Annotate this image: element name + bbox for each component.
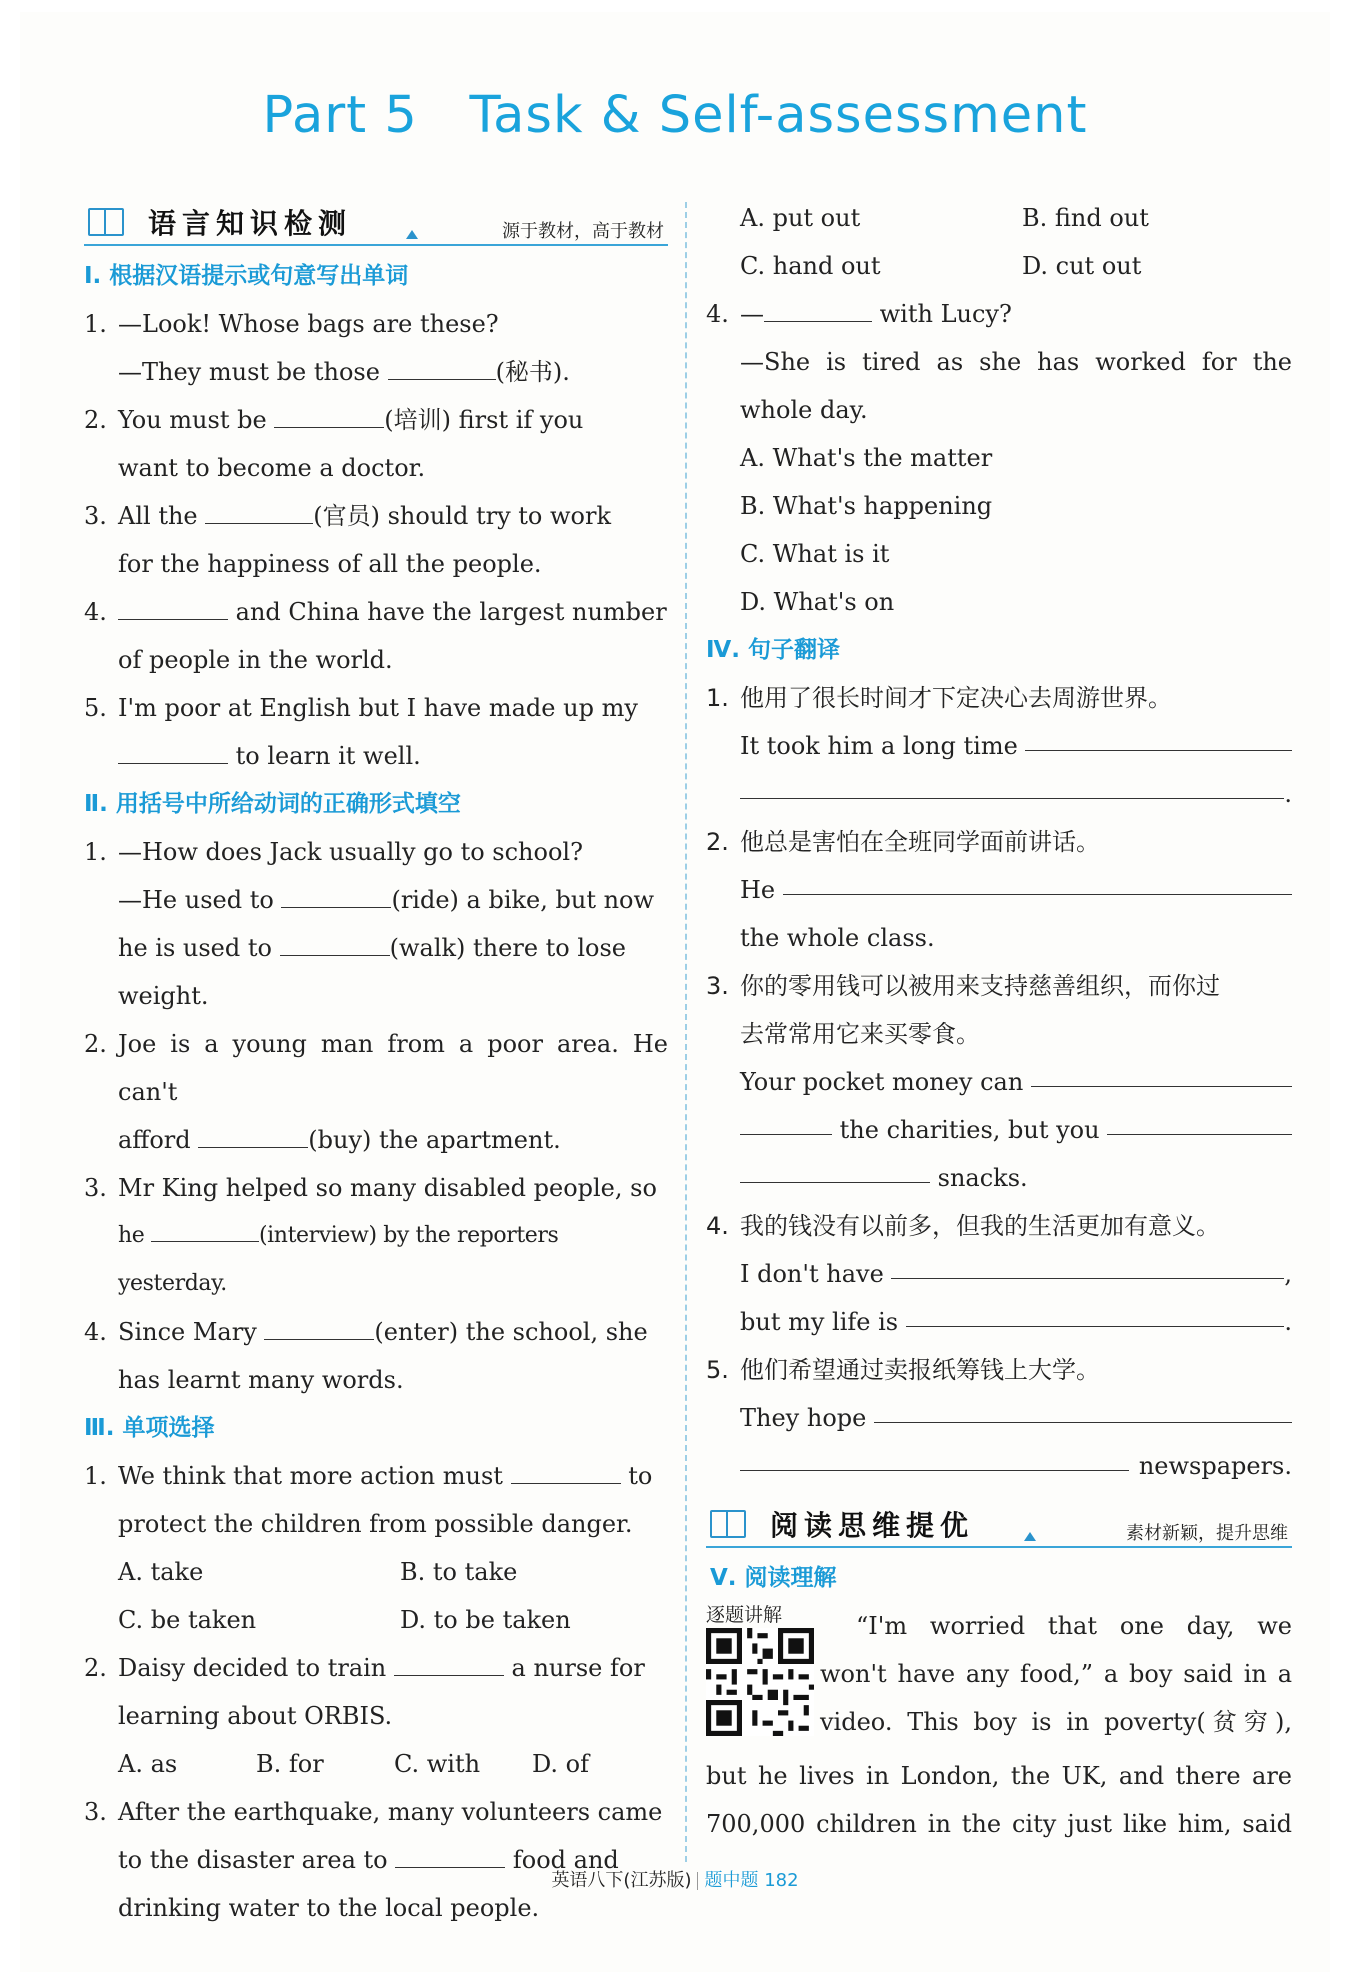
left-column bbox=[84, 194, 668, 1932]
question-line: protect the children from possible danger. bbox=[118, 1510, 633, 1538]
options bbox=[84, 1740, 668, 1788]
question-line: the whole class. bbox=[740, 924, 935, 952]
answer-blank[interactable] bbox=[388, 359, 496, 380]
answer-blank[interactable] bbox=[281, 887, 391, 908]
section-header-reading bbox=[706, 1496, 1292, 1548]
option[interactable]: C. hand out bbox=[740, 252, 881, 280]
question: 1. —Look! Whose bags are these? bbox=[84, 310, 499, 338]
answer-blank[interactable] bbox=[1031, 1058, 1292, 1087]
answer-blank[interactable] bbox=[280, 935, 390, 956]
question: 5. 他们希望通过卖报纸筹钱上大学。 bbox=[706, 1356, 1100, 1384]
question-line: but my life is . bbox=[706, 1298, 1292, 1346]
option[interactable]: C. be taken bbox=[118, 1606, 257, 1634]
question: 4. 我的钱没有以前多，但我的生活更加有意义。 bbox=[706, 1212, 1220, 1240]
answer-blank[interactable] bbox=[118, 599, 228, 620]
reading-line: video. This boy is in poverty(贫穷), bbox=[820, 1708, 1292, 1736]
book-icon bbox=[88, 208, 124, 236]
option[interactable]: A. take bbox=[118, 1558, 204, 1586]
question-line: They hope bbox=[706, 1394, 1292, 1442]
option[interactable]: D. to be taken bbox=[400, 1606, 571, 1634]
option[interactable]: D. What's on bbox=[740, 588, 895, 616]
answer-blank[interactable] bbox=[395, 1847, 505, 1868]
question-line: —She is tired as she has worked for the bbox=[740, 348, 1292, 376]
answer-blank[interactable] bbox=[740, 1154, 930, 1183]
question-line: . bbox=[706, 770, 1292, 818]
question: 3. 你的零用钱可以被用来支持慈善组织，而你过 bbox=[706, 972, 1220, 1000]
option[interactable]: C. What is it bbox=[740, 540, 890, 568]
answer-blank[interactable] bbox=[906, 1298, 1285, 1327]
page-title: Part 5 Task & Self-assessment bbox=[262, 86, 1088, 145]
answer-blank[interactable] bbox=[874, 1394, 1292, 1423]
reading-intro bbox=[706, 1602, 1292, 1752]
page-number: 题中题 182 bbox=[704, 1870, 799, 1891]
reading-line: but he lives in London, the UK, and there are bbox=[706, 1762, 1292, 1790]
options bbox=[84, 1596, 668, 1644]
part-heading: Ⅱ. 用括号中所给动词的正确形式填空 bbox=[84, 791, 461, 817]
book-name: 英语八下(江苏版) bbox=[551, 1870, 692, 1891]
page bbox=[20, 12, 1330, 1972]
option[interactable]: B. What's happening bbox=[740, 492, 993, 520]
column-divider bbox=[685, 202, 687, 1862]
question: 3. Mr King helped so many disabled people, so bbox=[84, 1174, 657, 1202]
question: 2. You must be (培训) first if you bbox=[84, 406, 584, 434]
qr-block bbox=[706, 1602, 820, 1752]
part-heading: Ⅰ. 根据汉语提示或句意写出单词 bbox=[84, 263, 409, 289]
question: 2. Joe is a young man from a poor area. He can't bbox=[84, 1030, 668, 1106]
section-header-knowledge bbox=[84, 194, 668, 246]
question-line: afford (buy) the apartment. bbox=[118, 1126, 561, 1154]
question-line: whole day. bbox=[740, 396, 868, 424]
question-line: snacks. bbox=[706, 1154, 1292, 1202]
question-line: to learn it well. bbox=[84, 732, 668, 780]
question: 4. and China have the largest number bbox=[84, 598, 667, 626]
question-line: weight. bbox=[118, 982, 209, 1010]
reading-line: “I'm worried that one day, we bbox=[856, 1612, 1292, 1640]
question-line: newspapers. bbox=[706, 1442, 1292, 1490]
question-line: has learnt many words. bbox=[118, 1366, 404, 1394]
answer-blank[interactable] bbox=[783, 866, 1292, 895]
section-title: 阅读思维提优 bbox=[770, 1509, 975, 1542]
qr-code-icon[interactable] bbox=[706, 1628, 814, 1736]
options bbox=[84, 1548, 668, 1596]
question-line: —They must be those (秘书). bbox=[118, 358, 570, 386]
answer-blank[interactable] bbox=[198, 1127, 308, 1148]
option[interactable]: D. of bbox=[532, 1750, 589, 1778]
question: 4. — with Lucy? bbox=[706, 300, 1012, 328]
triangle-marker bbox=[406, 230, 418, 239]
question: 3. After the earthquake, many volunteers came bbox=[84, 1798, 663, 1826]
section-subtitle: 源于教材，高于教材 bbox=[502, 221, 664, 242]
answer-blank[interactable] bbox=[205, 503, 313, 524]
part-heading: Ⅳ. 句子翻译 bbox=[706, 637, 841, 663]
option[interactable]: C. with bbox=[394, 1750, 481, 1778]
question-line: the charities, but you bbox=[706, 1106, 1292, 1154]
question-line: —He used to (ride) a bike, but now bbox=[118, 886, 655, 914]
question: 1. —How does Jack usually go to school? bbox=[84, 838, 583, 866]
question: 1. We think that more action must to bbox=[84, 1462, 653, 1490]
section-subtitle: 素材新颖，提升思维 bbox=[1126, 1523, 1288, 1544]
answer-blank[interactable] bbox=[1025, 722, 1292, 751]
answer-blank[interactable] bbox=[151, 1221, 259, 1242]
question-line: 去常常用它来买零食。 bbox=[740, 1020, 980, 1048]
option[interactable]: B. for bbox=[256, 1750, 324, 1778]
question: 5. I'm poor at English but I have made up my bbox=[84, 694, 638, 722]
question-line: he (interview) by the reporters yesterday. bbox=[118, 1223, 559, 1296]
reading-line: 700,000 children in the city just like him, said bbox=[706, 1810, 1292, 1838]
question-line: Your pocket money can bbox=[706, 1058, 1292, 1106]
answer-blank[interactable] bbox=[740, 770, 1284, 799]
question-line: want to become a doctor. bbox=[118, 454, 426, 482]
answer-blank[interactable] bbox=[118, 743, 228, 764]
answer-blank[interactable] bbox=[1107, 1106, 1292, 1135]
footer-separator bbox=[697, 1872, 698, 1890]
answer-blank[interactable] bbox=[394, 1655, 504, 1676]
option[interactable]: D. cut out bbox=[1022, 252, 1142, 280]
question: 2. Daisy decided to train a nurse for bbox=[84, 1654, 645, 1682]
answer-blank[interactable] bbox=[274, 407, 384, 428]
right-column bbox=[706, 194, 1292, 1848]
option[interactable]: A. put out bbox=[740, 204, 861, 232]
question-line: I don't have , bbox=[706, 1250, 1292, 1298]
question-line: of people in the world. bbox=[118, 646, 393, 674]
question-line: It took him a long time bbox=[706, 722, 1292, 770]
part-heading: Ⅲ. 单项选择 bbox=[84, 1415, 215, 1441]
option[interactable]: A. as bbox=[118, 1750, 178, 1778]
question-line: to the disaster area to food and bbox=[118, 1846, 619, 1874]
triangle-marker bbox=[1024, 1532, 1036, 1541]
question-line: he is used to (walk) there to lose bbox=[118, 934, 627, 962]
question-line: He bbox=[706, 866, 1292, 914]
question: 2. 他总是害怕在全班同学面前讲话。 bbox=[706, 828, 1100, 856]
answer-blank[interactable] bbox=[740, 1442, 1129, 1471]
answer-blank[interactable] bbox=[764, 301, 872, 322]
option[interactable]: A. What's the matter bbox=[740, 444, 993, 472]
question: 1. 他用了很长时间才下定决心去周游世界。 bbox=[706, 684, 1172, 712]
book-icon bbox=[710, 1510, 746, 1538]
page-footer bbox=[20, 1866, 1330, 1892]
question-line: for the happiness of all the people. bbox=[118, 550, 542, 578]
reading-line: won't have any food,” a boy said in a bbox=[820, 1660, 1292, 1688]
option[interactable]: B. to take bbox=[400, 1558, 518, 1586]
part-heading: Ⅴ. 阅读理解 bbox=[710, 1565, 837, 1591]
answer-blank[interactable] bbox=[740, 1106, 832, 1135]
reading-text-top bbox=[820, 1602, 1292, 1752]
answer-blank[interactable] bbox=[264, 1319, 374, 1340]
question-line: learning about ORBIS. bbox=[118, 1702, 393, 1730]
options bbox=[706, 194, 1292, 242]
qr-label: 逐题讲解 bbox=[706, 1604, 783, 1626]
section-title: 语言知识检测 bbox=[148, 207, 353, 240]
answer-blank[interactable] bbox=[891, 1250, 1284, 1279]
answer-blank[interactable] bbox=[511, 1463, 621, 1484]
options bbox=[706, 242, 1292, 290]
option[interactable]: B. find out bbox=[1022, 204, 1149, 232]
question: 3. All the (官员) should try to work bbox=[84, 502, 611, 530]
question-line: drinking water to the local people. bbox=[118, 1894, 540, 1922]
question: 4. Since Mary (enter) the school, she bbox=[84, 1318, 648, 1346]
